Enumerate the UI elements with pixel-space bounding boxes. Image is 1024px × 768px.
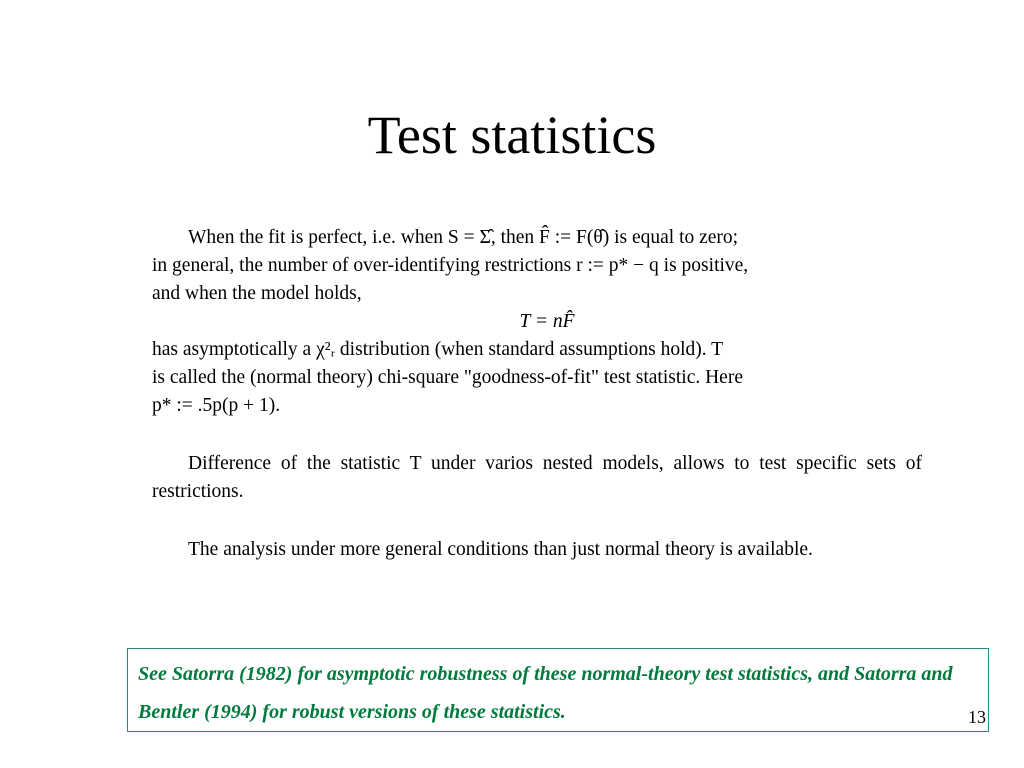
paragraph-line: in general, the number of over-identifying restrictions r := p* − q is positive, — [152, 255, 749, 276]
paragraph-line: has asymptotically a χ²ᵣ distribution (when standard assumptions hold). T — [152, 339, 724, 360]
paragraph-line: is called the (normal theory) chi-square "goodness-of-fit" test statistic. Here — [152, 367, 743, 388]
paragraph-line: and when the model holds, — [152, 283, 362, 304]
paragraph-line: When the fit is perfect, i.e. when S = Σ̂, then F̂ := F(θ̂) is equal to zero; — [188, 227, 739, 248]
paragraph-nested-models: Difference of the statistic T under varios nested models, allows to test specific sets of restrictions. — [152, 453, 922, 502]
citation-box — [127, 648, 989, 732]
equation: T = nF̂ — [519, 311, 575, 332]
paragraph-line: p* := .5p(p + 1). — [152, 395, 281, 416]
slide-body — [152, 224, 922, 564]
page-number: 13 — [968, 707, 986, 727]
citation-text: See Satorra (1982) for asymptotic robustness of these normal-theory test statistics, and Satorra and Bentler (1994) for robust versions of these statistics. — [138, 663, 953, 723]
slide-title: Test statistics — [367, 105, 657, 165]
paragraph-general-conditions: The analysis under more general conditions than just normal theory is available. — [188, 539, 813, 560]
